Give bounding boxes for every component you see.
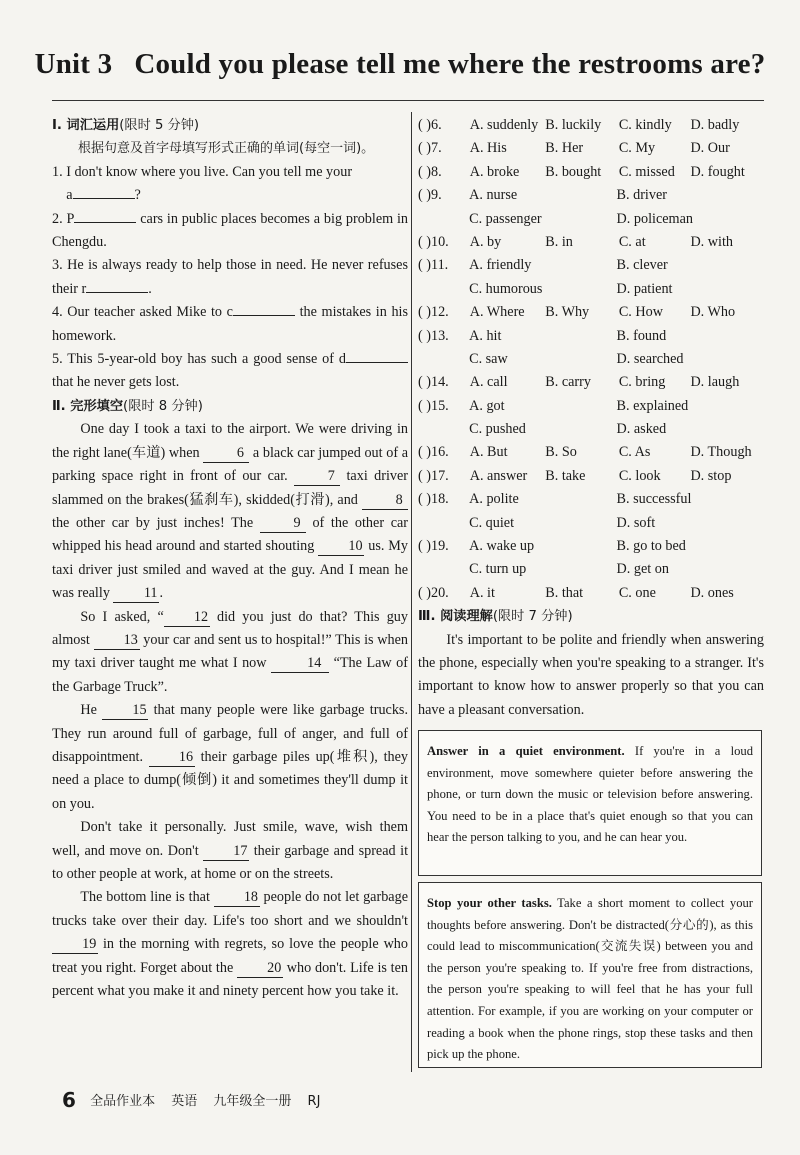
option-a[interactable]: A. hit <box>469 327 502 344</box>
option-a[interactable]: A. by <box>469 233 502 250</box>
question-number: ( )18. <box>418 491 449 508</box>
vocab-item-1: 1. I don't know where you live. Can you tell me your a ? <box>52 163 353 204</box>
cloze-blank-15[interactable]: 15 <box>102 701 148 720</box>
cloze-blank-17[interactable]: 17 <box>203 842 249 861</box>
option-b[interactable]: B. found <box>616 327 667 344</box>
option-d[interactable]: D. Though <box>690 444 752 461</box>
question-number: ( )14. <box>418 374 449 391</box>
option-c[interactable]: C. pushed <box>469 421 526 438</box>
option-d[interactable]: D. fought <box>690 163 745 180</box>
answer-blank[interactable] <box>86 292 148 293</box>
option-c[interactable]: C. humorous <box>469 280 543 297</box>
option-c[interactable]: C. kindly <box>618 117 672 133</box>
question-number: ( )12. <box>418 304 449 321</box>
option-c[interactable]: C. passenger <box>469 210 542 227</box>
option-b[interactable]: B. So <box>545 444 577 461</box>
tip-box-stop-tasks <box>418 882 762 1068</box>
tip-text: If you're in a loud environment, move somewhere quieter before answering the phone, or turn down the music or television before answering. You need to be in a place that's quiet enough so that you can hear the person talking to you, and he can hear you. <box>427 744 754 845</box>
vocab-item-3: 3. He is always ready to help those in need. He never refuses their r . <box>52 257 408 297</box>
option-a[interactable]: A. His <box>469 140 507 157</box>
left-column <box>52 114 408 1003</box>
unit-title: Could you please tell me where the restrooms are? <box>134 48 766 80</box>
option-c[interactable]: C. bring <box>618 374 666 391</box>
page-number: 6 <box>62 1088 76 1112</box>
cloze-paragraph-2: So I asked, “ 12 did you just do that? This guy almost 13 your car and sent us to hospital!” This is when my taxi driver taught me what I now 14 “The Law of the Garbage Truck”. <box>52 608 408 695</box>
option-a[interactable]: A. it <box>469 584 495 601</box>
tip-text: Take a short moment to collect your thoughts before answering. Don't be distracted(分心的), as this could lead to miscommunication(交流失误) between you and the person you're speaking to. If you're free from distractions, the person you're speaking to will feel that he has your full attention. For example, if you are working on your computer or reading a book when the phone rings, stop these tasks and then pick up the phone. <box>427 896 753 1062</box>
option-c[interactable]: C. As <box>618 444 651 461</box>
cloze-paragraph-1: One day I took a taxi to the airport. We were driving in the right lane(车道) when 6 a black car jumped out of a parking space right in front of our car. 7 taxi driver slammed on the brakes(猛刹车), skidded(打滑), and 8 the other car by just inches! The 9 of the other car whipped his head around and started shouting 10 us. My taxi driver just smiled and waved at the guy. And I mean he was really 11 . <box>52 421 409 602</box>
question-number: ( )17. <box>418 467 449 484</box>
cloze-blank-11[interactable]: 11 <box>113 584 159 603</box>
option-row <box>418 418 764 441</box>
option-b[interactable]: B. explained <box>616 397 689 414</box>
option-b[interactable]: B. that <box>545 584 584 601</box>
cloze-paragraph-5: The bottom line is that 18 people do not let garbage trucks take over their day. Life's too short and we shouldn't 19 in the morning with regrets, so love the people who treat you right. Forget about the 20 who don't. Life is ten percent what you make it and ninety percent how you take it. <box>52 889 409 1000</box>
option-d[interactable]: D. policeman <box>616 210 693 227</box>
vocab-item-2: 2. P cars in public places becomes a big problem in Chengdu. <box>52 210 409 251</box>
cloze-blank-16[interactable]: 16 <box>149 748 195 767</box>
option-row <box>418 488 764 511</box>
option-row <box>418 325 764 348</box>
edition-name: RJ <box>307 1094 321 1109</box>
option-d[interactable]: D. Our <box>690 140 730 157</box>
option-d[interactable]: D. get on <box>616 561 669 578</box>
tip-heading: Answer in a quiet environment. <box>427 744 625 758</box>
section1-instruction: 根据句意及首字母填写形式正确的单词(每空一词)。 <box>78 141 375 157</box>
question-number: ( )13. <box>418 327 449 344</box>
cloze-blank-12[interactable]: 12 <box>164 608 210 627</box>
option-row <box>418 395 764 418</box>
answer-blank[interactable] <box>233 315 295 316</box>
option-b[interactable]: B. driver <box>616 187 667 204</box>
unit-label: Unit 3 <box>34 48 113 80</box>
question-number: ( )15. <box>418 397 449 414</box>
option-row <box>418 184 764 207</box>
cloze-blank-20[interactable]: 20 <box>237 959 283 978</box>
question-number: ( )8. <box>418 163 442 180</box>
column-divider <box>411 112 412 1072</box>
option-d[interactable]: D. searched <box>616 350 684 367</box>
question-number: ( )19. <box>418 538 449 555</box>
option-d[interactable]: D. badly <box>690 117 740 133</box>
option-d[interactable]: D. with <box>690 233 733 250</box>
option-row <box>418 208 764 231</box>
cloze-blank-8[interactable]: 8 <box>362 491 408 510</box>
option-b[interactable]: B. successful <box>616 491 692 508</box>
option-c[interactable]: C. missed <box>618 163 675 180</box>
option-row <box>418 371 764 394</box>
book-name: 全品作业本 <box>90 1094 156 1109</box>
tip-box-quiet-environment <box>418 730 762 876</box>
option-c[interactable]: C. My <box>618 140 656 157</box>
option-row <box>418 535 764 558</box>
cloze-paragraph-4: Don't take it personally. Just smile, wave, wish them well, and move on. Don't 17 their garbage and spread it to other people at work, at home or on the streets. <box>52 819 409 882</box>
question-number: ( )16. <box>418 444 449 461</box>
option-c[interactable]: C. look <box>618 467 661 484</box>
vocab-item-4: 4. Our teacher asked Mike to c the mistakes in his homework. <box>52 304 409 344</box>
subject-name: 英语 <box>171 1094 198 1109</box>
option-row <box>418 301 764 324</box>
option-d[interactable]: D. stop <box>690 467 732 484</box>
option-row <box>418 137 764 160</box>
section1-heading: Ⅰ. 词汇运用(限时 5 分钟) <box>52 118 200 133</box>
option-a[interactable]: A. answer <box>469 467 528 484</box>
right-column <box>418 114 764 722</box>
page-footer <box>62 1088 320 1112</box>
option-row <box>418 161 764 184</box>
option-d[interactable]: D. asked <box>616 421 667 438</box>
cloze-blank-7[interactable]: 7 <box>294 467 340 486</box>
option-row <box>418 278 764 301</box>
option-b[interactable]: B. take <box>545 467 586 484</box>
option-b[interactable]: B. luckily <box>545 117 602 133</box>
cloze-blank-9[interactable]: 9 <box>260 514 306 533</box>
option-b[interactable]: B. carry <box>545 374 591 391</box>
question-number: ( )20. <box>418 584 449 601</box>
option-b[interactable]: B. Why <box>545 304 590 321</box>
question-number: ( )7. <box>418 140 442 157</box>
option-d[interactable]: D. patient <box>616 280 673 297</box>
option-row <box>418 582 764 605</box>
cloze-blank-10[interactable]: 10 <box>318 537 364 556</box>
option-row <box>418 254 764 277</box>
option-row <box>418 465 764 488</box>
option-row <box>418 558 764 581</box>
section3-heading: Ⅲ. 阅读理解(限时 7 分钟) <box>418 609 573 625</box>
option-b[interactable]: B. clever <box>616 257 668 274</box>
cloze-blank-14[interactable]: 14 <box>271 654 329 673</box>
vocab-item-5: 5. This 5-year-old boy has such a good sense of d that he never gets lost. <box>52 348 408 395</box>
option-b[interactable]: B. bought <box>545 163 602 180</box>
cloze-options <box>418 114 764 605</box>
option-c[interactable]: C. one <box>618 584 656 601</box>
question-number: ( )10. <box>418 233 449 250</box>
option-b[interactable]: B. in <box>545 233 573 250</box>
answer-blank[interactable] <box>346 362 408 363</box>
option-a[interactable]: A. wake up <box>469 538 535 555</box>
option-row <box>418 114 764 137</box>
question-number: ( )11. <box>418 257 449 274</box>
option-d[interactable]: D. soft <box>616 514 656 531</box>
cloze-blank-18[interactable]: 18 <box>214 888 260 907</box>
option-row <box>418 441 764 464</box>
option-d[interactable]: D. Who <box>690 304 736 321</box>
question-number: ( )6. <box>418 117 442 133</box>
option-a[interactable]: A. got <box>469 397 505 414</box>
section2-heading: Ⅱ. 完形填空(限时 8 分钟) <box>52 398 203 414</box>
option-row <box>418 512 764 535</box>
option-a[interactable]: A. polite <box>469 491 519 508</box>
option-row <box>418 348 764 371</box>
question-number: ( )9. <box>418 187 442 204</box>
cloze-blank-13[interactable]: 13 <box>94 631 140 650</box>
cloze-paragraph-3: He 15 that many people were like garbage trucks. They run around full of garbage, full of anger, and full of disappointment. 16 their garbage piles up(堆积), they need a place to dump(倾倒) it and sometimes they'll dump it on you. <box>52 702 409 812</box>
cloze-blank-6[interactable]: 6 <box>203 444 249 463</box>
option-c[interactable]: C. How <box>618 304 663 321</box>
grade-name: 九年级全一册 <box>213 1094 292 1109</box>
option-c[interactable]: C. at <box>618 233 646 250</box>
answer-blank[interactable] <box>74 222 136 223</box>
reading-intro: It's important to be polite and friendly when answering the phone, especially when you're speaking to a stranger. It's important to know how to answer properly so that you can have a pleasant conversation. <box>418 631 764 718</box>
tip-heading: Stop your other tasks. <box>427 896 552 910</box>
option-a[interactable]: A. call <box>469 374 508 391</box>
option-b[interactable]: B. go to bed <box>616 538 686 555</box>
option-a[interactable]: A. Where <box>469 304 525 321</box>
option-d[interactable]: D. ones <box>690 584 734 601</box>
option-a[interactable]: A. friendly <box>469 257 532 274</box>
title-divider <box>52 100 764 101</box>
option-a[interactable]: A. But <box>469 444 508 461</box>
option-c[interactable]: C. turn up <box>469 561 527 578</box>
option-a[interactable]: A. suddenly <box>469 117 539 133</box>
option-b[interactable]: B. Her <box>545 140 584 157</box>
option-a[interactable]: A. broke <box>469 163 520 180</box>
option-d[interactable]: D. laugh <box>690 374 740 391</box>
option-a[interactable]: A. nurse <box>469 187 518 204</box>
option-c[interactable]: C. quiet <box>469 514 515 531</box>
page-title <box>0 48 800 81</box>
option-c[interactable]: C. saw <box>469 350 508 367</box>
answer-blank[interactable] <box>73 198 135 199</box>
option-row <box>418 231 764 254</box>
cloze-blank-19[interactable]: 19 <box>52 935 98 954</box>
